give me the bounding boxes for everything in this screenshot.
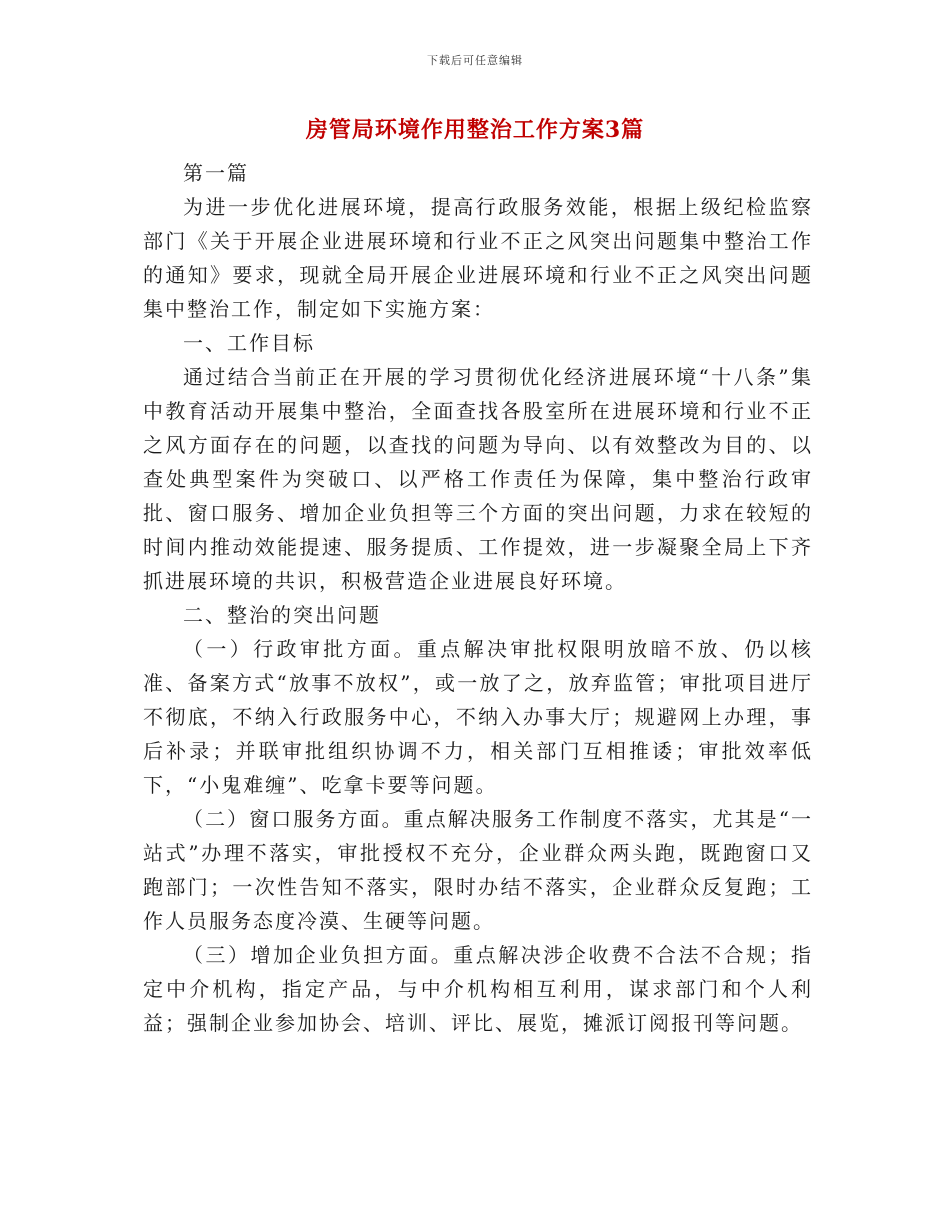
section-label: 第一篇 [183,161,249,185]
paragraph-enterprise-burden: （三）增加企业负担方面。重点解决涉企收费不合法不合规；指定中介机构，指定产品，与中介机构相互利用，谋求部门和个人利益；强制企业参加协会、培训、评比、展览，摊派订阅报刊等问题。 [143,943,813,1035]
heading-work-goals: 一、工作目标 [183,331,315,355]
paragraph-window-service: （二）窗口服务方面。重点解决服务工作制度不落实，尤其是“一站式”办理不落实，审批授权不充分，企业群众两头跑，既跑窗口又跑部门；一次性告知不落实，限时办结不落实，企业群众反复跑；工作人员服务态度冷漠、生硬等问题。 [143,807,813,933]
document-body [143,156,813,1040]
page-header-note: 下载后可任意编辑 [427,54,523,67]
paragraph-admin-approval: （一）行政审批方面。重点解决审批权限明放暗不放、仍以核准、备案方式“放事不放权”，或一放了之，放弃监管；审批项目进厅不彻底，不纳入行政服务中心，不纳入办事大厅；规避网上办理，事后补录；并联审批组织协调不力，相关部门互相推诿；审批效率低下，“小鬼难缠”、吃拿卡要等问题。 [143,637,813,797]
paragraph-intro: 为进一步优化进展环境，提高行政服务效能，根据上级纪检监察部门《关于开展企业进展环境和行业不正之风突出问题集中整治工作的通知》要求，现就全局开展企业进展环境和行业不正之风突出问题集中整治工作，制定如下实施方案： [143,195,813,321]
document-title: 房管局环境作用整治工作方案3篇 [305,117,645,143]
paragraph-work-goals: 通过结合当前正在开展的学习贯彻优化经济进展环境“十八条”集中教育活动开展集中整治，全面查找各股室所在进展环境和行业不正之风方面存在的问题，以查找的问题为导向、以有效整改为目的、以查处典型案件为突破口、以严格工作责任为保障，集中整治行政审批、窗口服务、增加企业负担等三个方面的突出问题，力求在较短的时间内推动效能提速、服务提质、工作提效，进一步凝聚全局上下齐抓进展环境的共识，积极营造企业进展良好环境。 [143,365,813,593]
heading-key-problems: 二、整治的突出问题 [183,603,381,627]
